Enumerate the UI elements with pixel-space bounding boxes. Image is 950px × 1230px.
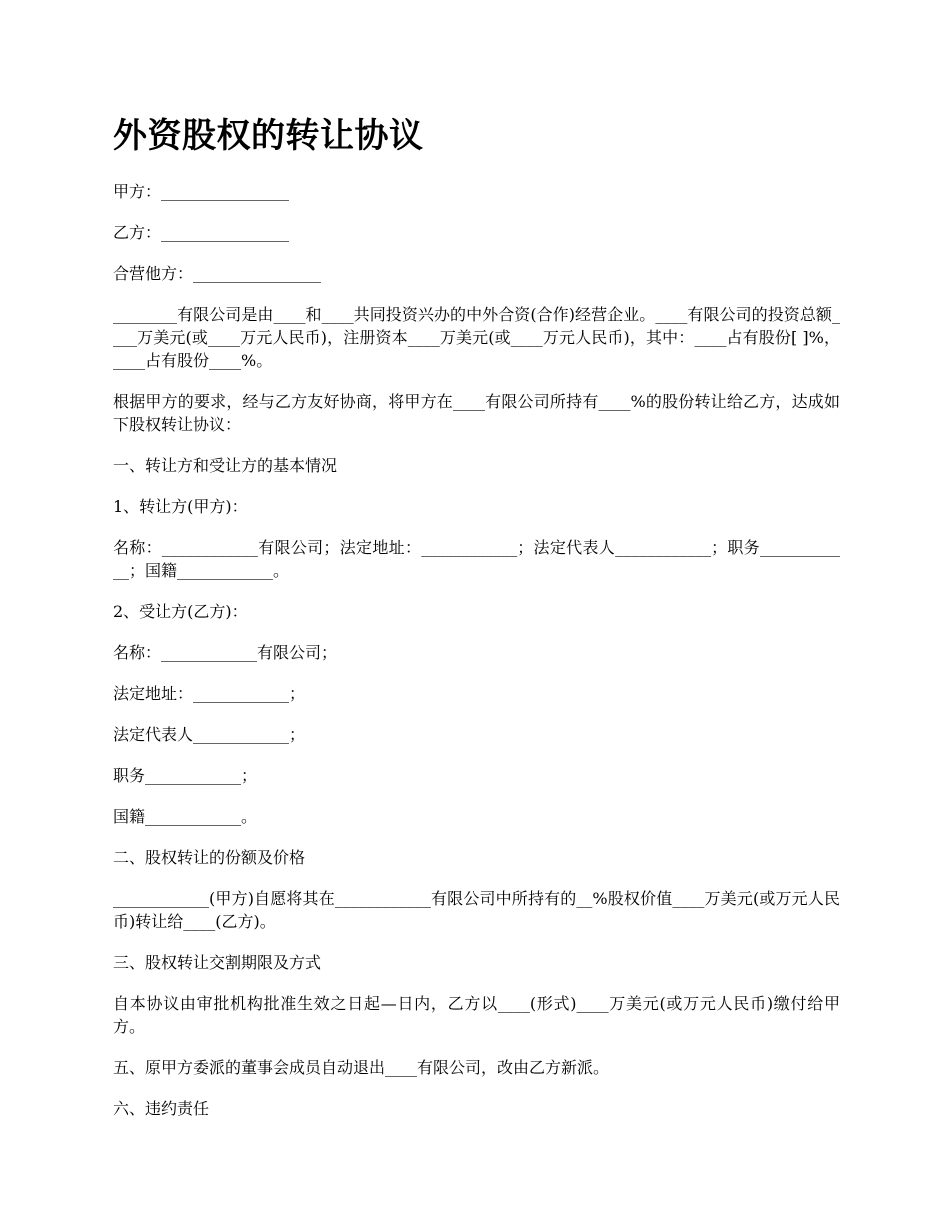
agreement-intro-paragraph: 根据甲方的要求，经与乙方友好协商，将甲方在____有限公司所持有____%的股份转让给乙方，达成如下股权转让协议：: [113, 392, 840, 434]
transferee-address: 法定地址：____________；: [113, 684, 306, 703]
payment-paragraph: 自本协议由审批机构批准生效之日起—日内，乙方以____(形式)____万美元(或万元人民币)缴付给甲方。: [113, 994, 840, 1036]
company-background-paragraph: ________有限公司是由____和____共同投资兴办的中外合资(合作)经营企业。____有限公司的投资总额____万美元(或____万元人民币)，注册资本____万美元(或____万元人民币)，其中：____占有股份[ ]%，____占有股份____%。: [113, 305, 840, 370]
transferor-heading: 1、转让方(甲方)：: [113, 497, 248, 516]
share-transfer-paragraph: ____________(甲方)自愿将其在____________有限公司中所持有的__%股权价值____万美元(或万元人民币)转让给____(乙方)。: [113, 889, 840, 931]
transferee-nationality: 国籍____________。: [113, 807, 258, 826]
section-2-heading: 二、股权转让的份额及价格: [113, 848, 306, 867]
transferee-name: 名称：____________有限公司；: [113, 643, 338, 662]
transferor-details: 名称：____________有限公司；法定地址：____________；法定代表人____________；职务____________；国籍____________。: [113, 538, 840, 580]
section-6-heading: 六、违约责任: [113, 1099, 210, 1118]
transferee-heading: 2、受让方(乙方)：: [113, 602, 248, 621]
section-3-heading: 三、股权转让交割期限及方式: [113, 953, 322, 972]
document-page: [113, 112, 840, 1138]
section-1-heading: 一、转让方和受让方的基本情况: [113, 456, 338, 475]
joint-venture-party-line: 合营他方：________________: [113, 264, 322, 283]
party-b-line: 乙方：________________: [113, 223, 290, 242]
party-a-line: 甲方：________________: [113, 182, 290, 201]
document-title: 外资股权的转让协议: [113, 116, 424, 156]
section-5-paragraph: 五、原甲方委派的董事会成员自动退出____有限公司，改由乙方新派。: [113, 1058, 610, 1077]
transferee-position: 职务____________；: [113, 766, 258, 785]
transferee-representative: 法定代表人____________；: [113, 725, 306, 744]
